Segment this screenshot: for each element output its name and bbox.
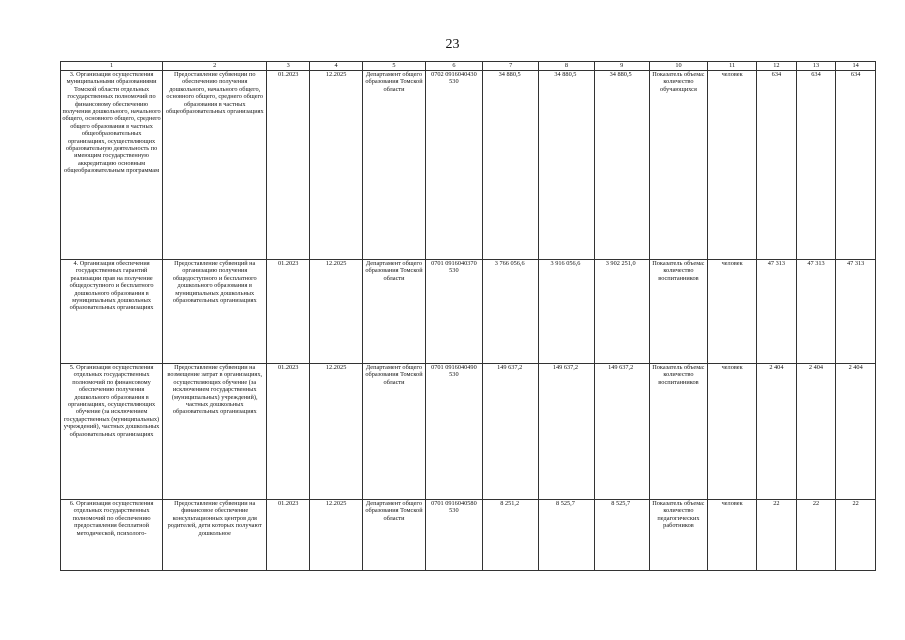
value-year2-cell: 2 404 — [796, 364, 836, 500]
executor-cell: Департамент общего образования Томской области — [363, 260, 426, 364]
start-date-cell: 01.2023 — [267, 71, 310, 260]
task-cell: 3. Организация осуществления муниципальными образованиями Томской области отдельных государственных полномочий по финансовому обеспечению получения дошкольного, начального общего, основного общего, среднего общего образования в частных общеобразовательных организациях, осуществляющих образовательную деятельность по имеющим государственную аккредитацию основным общеобразовательным программам — [61, 71, 163, 260]
column-header: 9 — [594, 62, 649, 71]
value-year1-cell: 47 313 — [757, 260, 797, 364]
task-cell: 6. Организация осуществления отдельных государственных полномочий по обеспечению предоставления бесплатной методической, психолого- — [61, 500, 163, 571]
column-header: 2 — [163, 62, 267, 71]
start-date-cell: 01.2023 — [267, 500, 310, 571]
table-row — [61, 500, 876, 571]
budget-code-cell: 0702 0916040430 530 — [425, 71, 482, 260]
value-year2-cell: 22 — [796, 500, 836, 571]
amount-year2-cell: 3 916 056,6 — [539, 260, 594, 364]
value-year3-cell: 634 — [836, 71, 876, 260]
event-cell: Предоставление субвенции на возмещение затрат в организациях, осуществляющих обучение (за исключением государственных (муниципальных) учреждений), частных дошкольных образовательных организациях — [163, 364, 267, 500]
indicator-cell: Показатель объема: количество обучающихся — [649, 71, 707, 260]
task-cell: 4. Организация обеспечения государственных гарантий реализации прав на получение общедоступного и бесплатного дошкольного образования в муниципальных дошкольных образовательных организациях — [61, 260, 163, 364]
amount-year1-cell: 34 880,5 — [483, 71, 539, 260]
amount-year2-cell: 34 880,5 — [539, 71, 594, 260]
executor-cell: Департамент общего образования Томской области — [363, 500, 426, 571]
column-header: 8 — [539, 62, 594, 71]
value-year3-cell: 2 404 — [836, 364, 876, 500]
executor-cell: Департамент общего образования Томской области — [363, 71, 426, 260]
unit-cell: человек — [708, 71, 757, 260]
value-year1-cell: 2 404 — [757, 364, 797, 500]
value-year3-cell: 47 313 — [836, 260, 876, 364]
amount-year3-cell: 34 880,5 — [594, 71, 649, 260]
value-year2-cell: 634 — [796, 71, 836, 260]
column-header: 6 — [425, 62, 482, 71]
column-number-row — [61, 62, 876, 71]
budget-code-cell: 0701 0916040370 530 — [425, 260, 482, 364]
value-year2-cell: 47 313 — [796, 260, 836, 364]
budget-code-cell: 0701 0916040580 530 — [425, 500, 482, 571]
value-year1-cell: 22 — [757, 500, 797, 571]
budget-code-cell: 0701 0916040490 530 — [425, 364, 482, 500]
start-date-cell: 01.2023 — [267, 260, 310, 364]
end-date-cell: 12.2025 — [310, 500, 363, 571]
amount-year3-cell: 8 525,7 — [594, 500, 649, 571]
amount-year1-cell: 149 637,2 — [483, 364, 539, 500]
column-header: 10 — [649, 62, 707, 71]
end-date-cell: 12.2025 — [310, 260, 363, 364]
column-header: 5 — [363, 62, 426, 71]
indicator-cell: Показатель объема: количество воспитанников — [649, 260, 707, 364]
amount-year2-cell: 8 525,7 — [539, 500, 594, 571]
event-cell: Предоставление субвенции на финансовое обеспечение консультационных центров для родителей, дети которых получают дошкольное — [163, 500, 267, 571]
column-header: 13 — [796, 62, 836, 71]
amount-year3-cell: 149 637,2 — [594, 364, 649, 500]
amount-year1-cell: 3 766 056,6 — [483, 260, 539, 364]
end-date-cell: 12.2025 — [310, 71, 363, 260]
table-row — [61, 260, 876, 364]
column-header: 12 — [757, 62, 797, 71]
column-header: 7 — [483, 62, 539, 71]
table-row — [61, 71, 876, 260]
column-header: 3 — [267, 62, 310, 71]
page-number: 23 — [445, 37, 460, 52]
column-header: 4 — [310, 62, 363, 71]
column-header: 1 — [61, 62, 163, 71]
value-year3-cell: 22 — [836, 500, 876, 571]
unit-cell: человек — [708, 500, 757, 571]
column-header: 11 — [708, 62, 757, 71]
end-date-cell: 12.2025 — [310, 364, 363, 500]
indicator-cell: Показатель объема: количество воспитанников — [649, 364, 707, 500]
executor-cell: Департамент общего образования Томской области — [363, 364, 426, 500]
column-header: 14 — [836, 62, 876, 71]
indicator-cell: Показатель объема: количество педагогических работников — [649, 500, 707, 571]
table-row — [61, 364, 876, 500]
program-table — [60, 61, 876, 571]
unit-cell: человек — [708, 260, 757, 364]
amount-year2-cell: 149 637,2 — [539, 364, 594, 500]
amount-year3-cell: 3 902 251,0 — [594, 260, 649, 364]
start-date-cell: 01.2023 — [267, 364, 310, 500]
value-year1-cell: 634 — [757, 71, 797, 260]
unit-cell: человек — [708, 364, 757, 500]
event-cell: Предоставление субвенции по обеспечению получения дошкольного, начального общего, основного общего, среднего общего образования в частных общеобразовательных организациях — [163, 71, 267, 260]
task-cell: 5. Организация осуществления отдельных государственных полномочий по финансовому обеспечению получения дошкольного образования в организациях, осуществляющих обучение (за исключением государственных (муниципальных) учреждений), частных дошкольных образовательных организациях — [61, 364, 163, 500]
event-cell: Предоставление субвенций на организацию получения общедоступного и бесплатного дошкольного образования в муниципальных дошкольных образовательных организациях — [163, 260, 267, 364]
amount-year1-cell: 8 251,2 — [483, 500, 539, 571]
